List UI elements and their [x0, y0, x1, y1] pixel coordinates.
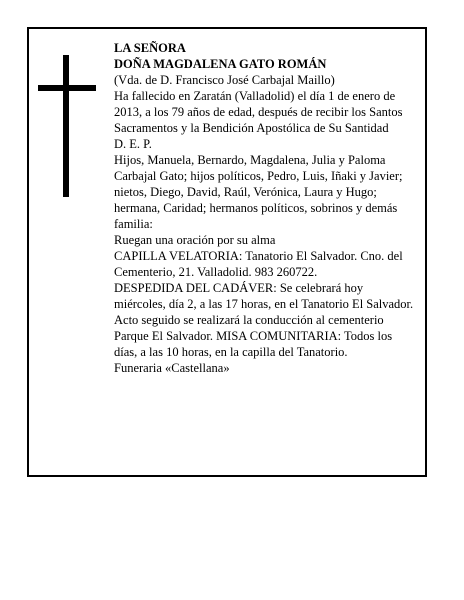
chapel-info: CAPILLA VELATORIA: Tanatorio El Salvador. Cno. del Cementerio, 21. Valladolid. 983 260722. — [114, 249, 403, 279]
death-announcement: Ha fallecido en Zaratán (Valladolid) el día 1 de enero de 2013, a los 79 años de edad, después de recibir los Santos Sacramentos y la Bendición Apostólica de Su Santidad — [114, 89, 403, 135]
cross-icon-bar — [38, 85, 96, 91]
prayer-request: Ruegan una oración por su alma — [114, 233, 276, 247]
deceased-name: DOÑA MAGDALENA GATO ROMÁN — [114, 57, 327, 71]
widow-of-line: (Vda. de D. Francisco José Carbajal Maillo) — [114, 73, 335, 87]
obituary-text — [114, 40, 416, 376]
rip-line: D. E. P. — [114, 137, 152, 151]
cross-icon — [63, 55, 69, 197]
farewell-info: DESPEDIDA DEL CADÁVER: Se celebrará hoy miércoles, día 2, a las 17 horas, en el Tanatorio El Salvador. Acto seguido se realizará la conducción al cementerio Parque El Salvador. MISA COMUNITARIA: Todos los días, a las 10 horas, en la capilla del Tanatorio. — [114, 281, 414, 359]
heading-title: LA SEÑORA — [114, 41, 186, 55]
funeral-home: Funeraria «Castellana» — [114, 361, 230, 375]
family-list: Hijos, Manuela, Bernardo, Magdalena, Julia y Paloma Carbajal Gato; hijos políticos, Pedro, Luis, Iñaki y Javier; nietos, Diego, David, Raúl, Verónica, Laura y Hugo; hermana, Caridad; hermanos políticos, sobrinos y demás familia: — [114, 153, 403, 231]
